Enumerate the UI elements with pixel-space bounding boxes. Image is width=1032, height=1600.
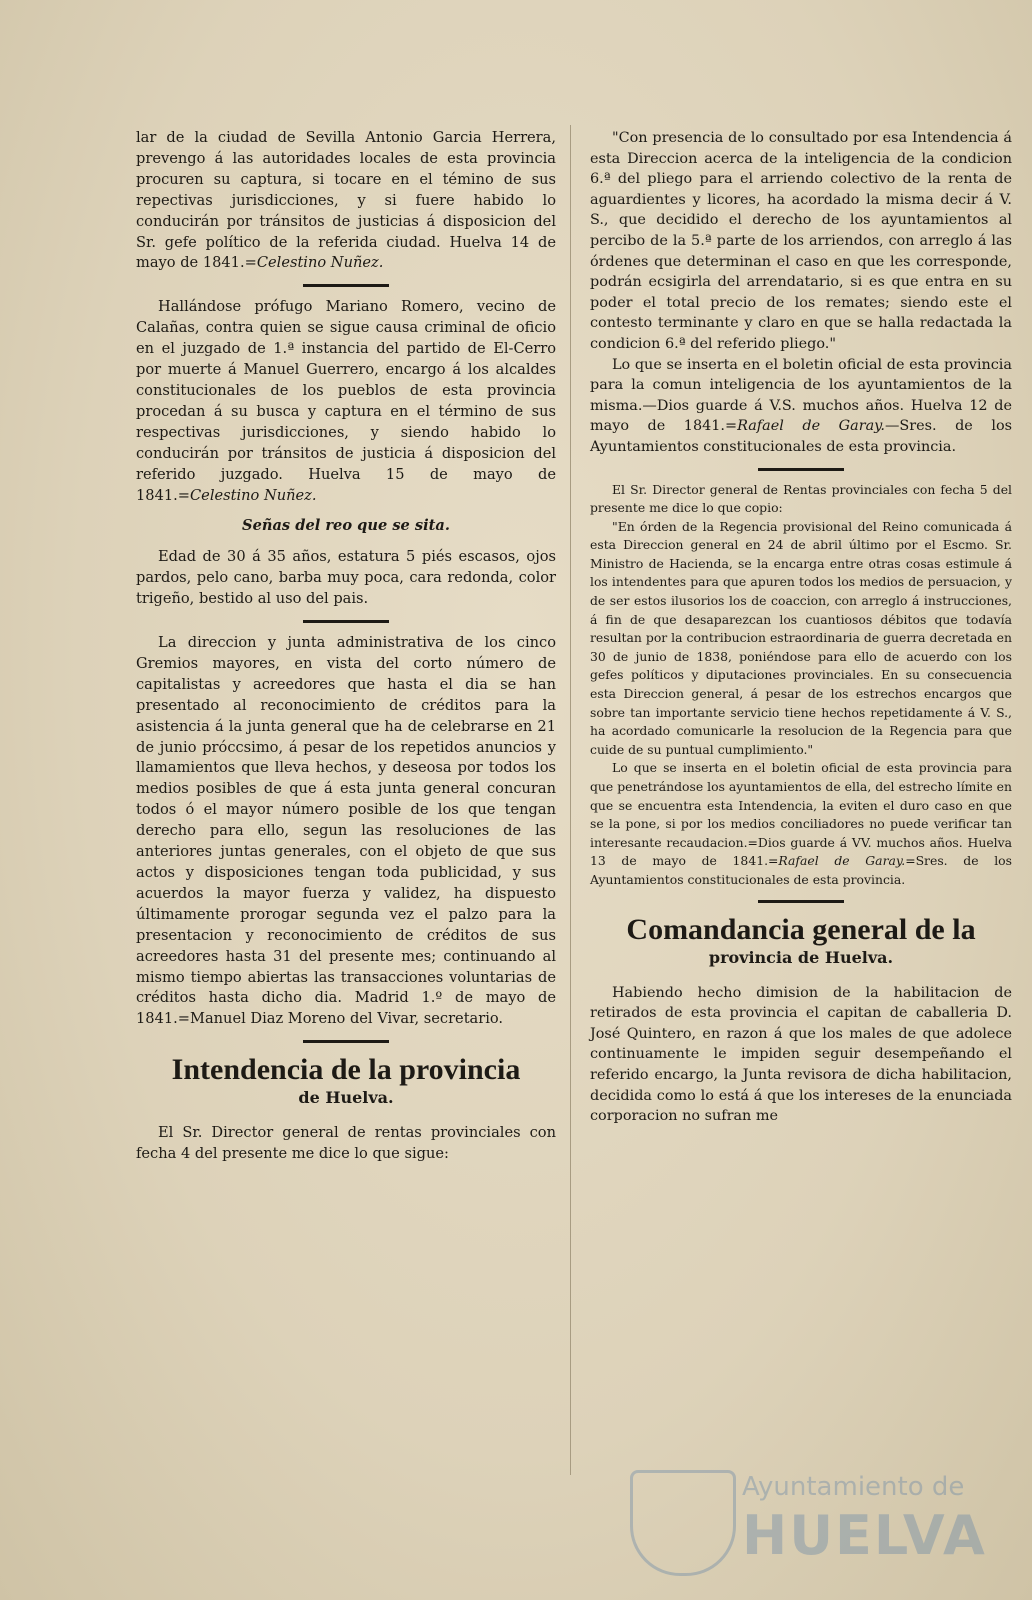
separator-rule xyxy=(303,620,389,623)
notice-inserta-boletin xyxy=(590,355,1012,458)
section-title-intendencia: Intendencia de la provincia xyxy=(171,1053,521,1087)
notice-text: —Sres. de los Ayuntamientos constitucionales de esta provincia. xyxy=(590,418,1012,455)
watermark-line2: HUELVA xyxy=(742,1504,987,1567)
watermark-logo xyxy=(630,1462,987,1572)
notice-text: Hallándose prófugo Mariano Romero, vecino de Calañas, contra quien se sigue causa criminal de oficio en el juzgado de 1.ª instancia del partido de El-Cerro por muerte á Manuel Guerrero, encargo á los alcaldes constitucionales de los pueblos de esta provincia procedan á su busca y captura en el término de sus respectivas jurisdicciones, y siendo habido lo conducirán por tránsitos de justicia á disposicion del referido juzgado. Huelva 15 de mayo de 1841.= xyxy=(136,298,556,504)
separator-rule xyxy=(758,900,844,903)
column-divider xyxy=(570,125,571,1475)
notice-text: lar de la ciudad de Sevilla Antonio Garcia Herrera, prevengo á las autoridades locales de esta provincia procuren su captura, si tocare en el témino de sus repectivas jurisdicciones, y si fuere habido lo conducirán por tránsitos de justicias á disposicion del Sr. gefe político de la referida ciudad. Huelva 14 de mayo de 1841.= xyxy=(136,129,556,272)
section-subtitle-comandancia: provincia de Huelva. xyxy=(708,947,894,967)
notice-text: Lo que se inserta en el boletin oficial de esta provincia para la comun inteligencia de los ayuntamientos de la misma.—Dios guarde á V.S. muchos años. Huelva 12 de mayo de 1841.= xyxy=(590,356,1012,435)
watermark-line1: Ayuntamiento de xyxy=(742,1472,965,1502)
notice-regencia: "En órden de la Regencia provisional del Reino comunicada á esta Direccion general en 24 de abril último por el Escmo. Sr. Ministro de Hacienda, se la encarga entre otras cosas estimule á los intendentes para que apuren todos los medios de persuacion, y de ser estos ilusorios los de coaccion, con arreglo á instrucciones, á fin de que desaparezcan los cuantiosos débitos que todavía resultan por la contribucion estraordinaria de guerra decretada en 30 de junio de 1838, poniéndose para ello de acuerdo con los gefes políticos y diputaciones provinciales. En su consecuencia esta Direccion general, á pesar de los estrechos encargos que sobre tan importante servicio tiene hechos repetidamente á V. S., ha acordado comunicarle la resolucion de la Regencia para que cuide de su puntual cumplimiento." xyxy=(590,518,1012,757)
section-title-comandancia: Comandancia general de la xyxy=(626,912,976,946)
right-column xyxy=(590,128,1012,1127)
signature: Rafael de Garay. xyxy=(778,853,906,869)
notice-cinco-gremios: La direccion y junta administrativa de los cinco Gremios mayores, en vista del corto número de capitalistas y acreedores que hasta el dia se han presentado al reconocimiento de créditos para la asistencia á la junta general que ha de celebrarse en 21 de junio próccsimo, á pesar de los repetidos anuncios y llamamientos que lleva hechos, y deseosa por todos los medios posibles de que á esta junta general concuran todos ó el mayor número posible de los que tengan derecho para ello, segun las resoluciones de las anteriores juntas generales, con el objeto de que sus actos y disposiciones tengan toda publicidad, y sus acuerdos la mayor fuerza y validez, ha dispuesto últimamente prorogar segunda vez el palzo para la presentacion y reconocimiento de créditos de sus acreedores hasta 31 del presente mes; continuando al mismo tiempo abiertas las transacciones voluntarias de créditos hasta dicho dia. Madrid 1.º de mayo de 1841.=Manuel Diaz Moreno del Vivar, secretario. xyxy=(136,634,556,1028)
shield-icon xyxy=(630,1470,736,1576)
signature: Celestino Nuñez. xyxy=(256,254,384,272)
left-column xyxy=(136,128,556,1165)
notice-garcia-herrera xyxy=(136,128,556,274)
notice-habilitacion: Habiendo hecho dimision de la habilitacion de retirados de esta provincia el capitan de caballeria D. José Quintero, en razon á que los males de que adolece continuamente le impiden seguir desempeñando el referido encargo, la Junta revisora de dicha habilitacion, decidida como lo está á que los intereses de la enunciada corporacion no sufran me xyxy=(590,984,1012,1125)
separator-rule xyxy=(758,468,844,471)
separator-rule xyxy=(303,284,389,287)
notice-text: Lo que se inserta en el boletin oficial de esta provincia para que penetrándose los ayuntamientos de ella, del estrecho límite en que se encuentra esta Intendencia, la eviten el duro caso en que se la pone, si por los medios conciliadores no puede verificar tan interesante recaudacion.=Dios guarde á VV. muchos años. Huelva 13 de mayo de 1841.= xyxy=(590,760,1012,869)
notice-director-rentas-5: El Sr. Director general de Rentas provinciales con fecha 5 del presente me dice lo que copio: xyxy=(590,481,1012,516)
notice-recaudacion xyxy=(590,759,1012,889)
section-subtitle-intendencia: de Huelva. xyxy=(298,1088,394,1108)
small-type-block xyxy=(590,481,1012,890)
notice-text: =Sres. de los Ayuntamientos constitucionales de esta provincia. xyxy=(590,853,1012,887)
suspect-description: Edad de 30 á 35 años, estatura 5 piés escasos, ojos pardos, pelo cano, barba muy poca, cara redonda, color trigeño, bestido al uso del pais. xyxy=(136,548,556,608)
notice-director-rentas-4: El Sr. Director general de rentas provinciales con fecha 4 del presente me dice lo que sigue: xyxy=(136,1124,556,1163)
signature: Celestino Nuñez. xyxy=(190,486,317,504)
separator-rule xyxy=(303,1040,389,1043)
notice-mariano-romero xyxy=(136,297,556,506)
notice-aguardientes: "Con presencia de lo consultado por esa Intendencia á esta Direccion acerca de la inteligencia de la condicion 6.ª del pliego para el arriendo colectivo de la renta de aguardientes y licores, ha acordado la misma decir á V. S., que decidido el derecho de los ayuntamientos al percibo de la 5.ª parte de los arriendos, con arreglo á las órdenes que determinan el caso en que les corresponde, podrán ecsigirla del arrendatario, si es que entra en su poder el total precio de los remates; siendo este el contesto terminante y claro en que se halla redactada la condicion 6.ª del referido pliego." xyxy=(590,130,1012,352)
suspect-description-heading: Señas del reo que se sita. xyxy=(242,517,450,535)
signature: Rafael de Garay. xyxy=(737,418,885,435)
